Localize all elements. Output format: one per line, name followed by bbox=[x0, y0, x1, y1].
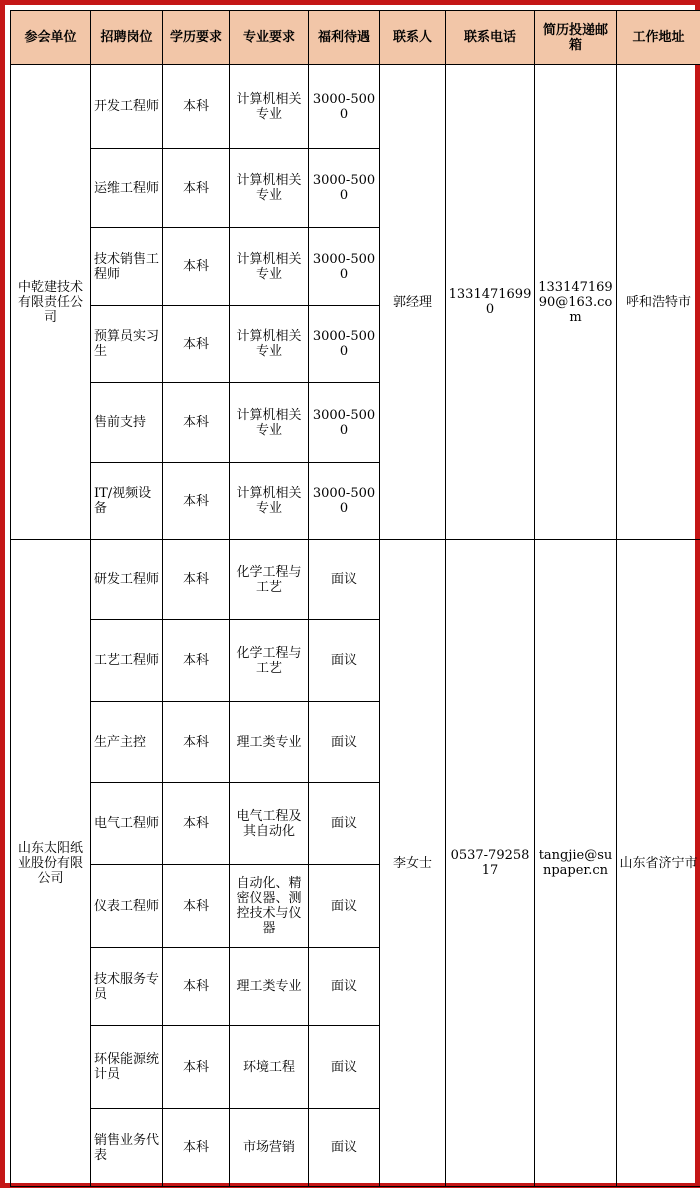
header-company: 参会单位 bbox=[11, 11, 91, 65]
job-education: 本科 bbox=[163, 865, 230, 948]
job-education: 本科 bbox=[163, 1109, 230, 1187]
job-salary: 3000-5000 bbox=[309, 463, 380, 540]
job-education: 本科 bbox=[163, 149, 230, 228]
resume-email: tangjie@sunpaper.cn bbox=[535, 540, 617, 1187]
job-position: 研发工程师 bbox=[91, 540, 163, 620]
job-position: 技术销售工程师 bbox=[91, 228, 163, 306]
job-position: 工艺工程师 bbox=[91, 620, 163, 702]
job-position: 仪表工程师 bbox=[91, 865, 163, 948]
header-contact: 联系人 bbox=[380, 11, 446, 65]
job-salary: 面议 bbox=[309, 1109, 380, 1187]
job-salary: 面议 bbox=[309, 540, 380, 620]
job-education: 本科 bbox=[163, 1026, 230, 1109]
job-major: 环境工程 bbox=[230, 1026, 309, 1109]
job-salary: 3000-5000 bbox=[309, 149, 380, 228]
job-education: 本科 bbox=[163, 783, 230, 865]
job-education: 本科 bbox=[163, 620, 230, 702]
job-position: 生产主控 bbox=[91, 702, 163, 783]
contact-person: 李女士 bbox=[380, 540, 446, 1187]
job-major: 市场营销 bbox=[230, 1109, 309, 1187]
table-row bbox=[11, 540, 700, 620]
job-salary: 面议 bbox=[309, 702, 380, 783]
job-salary: 面议 bbox=[309, 948, 380, 1026]
header-row bbox=[11, 11, 700, 65]
job-major: 计算机相关专业 bbox=[230, 228, 309, 306]
job-position: 电气工程师 bbox=[91, 783, 163, 865]
work-address: 呼和浩特市 bbox=[617, 65, 700, 540]
job-education: 本科 bbox=[163, 65, 230, 149]
job-position: 环保能源统计员 bbox=[91, 1026, 163, 1109]
job-position: 运维工程师 bbox=[91, 149, 163, 228]
job-salary: 3000-5000 bbox=[309, 65, 380, 149]
job-education: 本科 bbox=[163, 228, 230, 306]
job-education: 本科 bbox=[163, 306, 230, 383]
job-position: 预算员实习生 bbox=[91, 306, 163, 383]
header-address: 工作地址 bbox=[617, 11, 700, 65]
contact-person: 郭经理 bbox=[380, 65, 446, 540]
job-major: 电气工程及其自动化 bbox=[230, 783, 309, 865]
job-major: 计算机相关专业 bbox=[230, 306, 309, 383]
job-position: IT/视频设备 bbox=[91, 463, 163, 540]
header-position: 招聘岗位 bbox=[91, 11, 163, 65]
contact-phone: 13314716990 bbox=[446, 65, 535, 540]
header-email: 简历投递邮箱 bbox=[535, 11, 617, 65]
job-salary: 面议 bbox=[309, 1026, 380, 1109]
header-major: 专业要求 bbox=[230, 11, 309, 65]
job-education: 本科 bbox=[163, 702, 230, 783]
recruitment-table bbox=[10, 10, 700, 1187]
job-salary: 3000-5000 bbox=[309, 228, 380, 306]
job-position: 售前支持 bbox=[91, 383, 163, 463]
job-major: 计算机相关专业 bbox=[230, 149, 309, 228]
job-major: 计算机相关专业 bbox=[230, 463, 309, 540]
job-major: 理工类专业 bbox=[230, 702, 309, 783]
job-salary: 面议 bbox=[309, 865, 380, 948]
job-major: 计算机相关专业 bbox=[230, 383, 309, 463]
job-education: 本科 bbox=[163, 463, 230, 540]
job-position: 销售业务代表 bbox=[91, 1109, 163, 1187]
table-row bbox=[11, 65, 700, 149]
job-major: 化学工程与工艺 bbox=[230, 540, 309, 620]
job-major: 自动化、精密仪器、测控技术与仪器 bbox=[230, 865, 309, 948]
job-salary: 面议 bbox=[309, 620, 380, 702]
job-education: 本科 bbox=[163, 540, 230, 620]
job-position: 技术服务专员 bbox=[91, 948, 163, 1026]
header-salary: 福利待遇 bbox=[309, 11, 380, 65]
work-address: 山东省济宁市 bbox=[617, 540, 700, 1187]
contact-phone: 0537-7925817 bbox=[446, 540, 535, 1187]
job-salary: 面议 bbox=[309, 783, 380, 865]
job-major: 计算机相关专业 bbox=[230, 65, 309, 149]
header-education: 学历要求 bbox=[163, 11, 230, 65]
company-name: 中乾建技术有限责任公司 bbox=[11, 65, 91, 540]
job-salary: 3000-5000 bbox=[309, 306, 380, 383]
job-education: 本科 bbox=[163, 948, 230, 1026]
resume-email: 13314716990@163.com bbox=[535, 65, 617, 540]
job-major: 理工类专业 bbox=[230, 948, 309, 1026]
job-position: 开发工程师 bbox=[91, 65, 163, 149]
job-salary: 3000-5000 bbox=[309, 383, 380, 463]
job-major: 化学工程与工艺 bbox=[230, 620, 309, 702]
job-education: 本科 bbox=[163, 383, 230, 463]
header-phone: 联系电话 bbox=[446, 11, 535, 65]
company-name: 山东太阳纸业股份有限公司 bbox=[11, 540, 91, 1187]
